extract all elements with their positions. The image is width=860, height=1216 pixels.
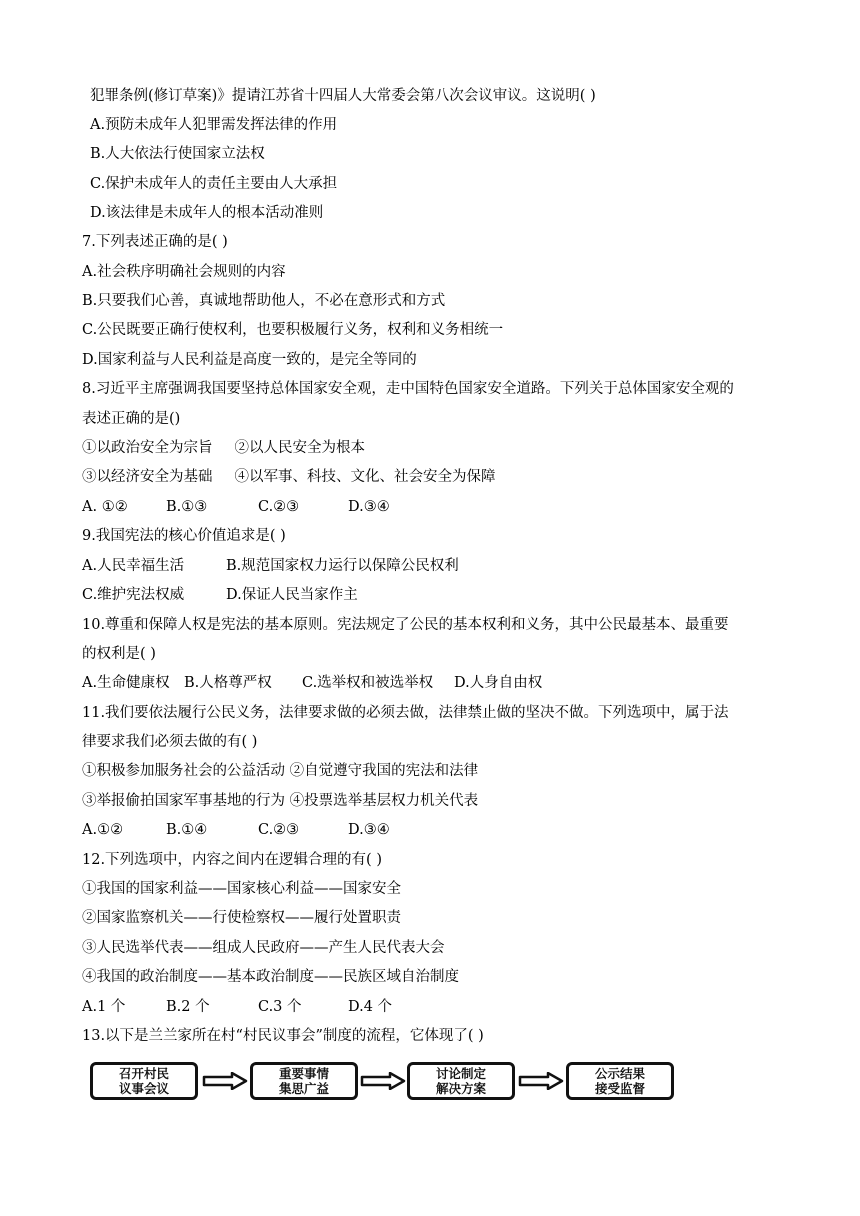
q8-option-a: A. ①② bbox=[82, 499, 128, 515]
q11-stem-line1: 11.我们要依法履行公民义务，法律要求做的必须去做，法律禁止做的坚决不做。下列选项中，属于法 bbox=[82, 705, 729, 721]
q12-statement-3: ③人民选举代表——组成人民政府——产生人民代表大会 bbox=[82, 940, 445, 956]
flow-step-3 bbox=[407, 1062, 515, 1100]
q7-option-a: A.社会秩序明确社会规则的内容 bbox=[82, 264, 286, 280]
flow-step-4-line1: 公示结果 bbox=[594, 1066, 645, 1081]
flow-arrow-2-icon bbox=[360, 1072, 406, 1090]
q6-option-d: D.该法律是未成年人的根本活动准则 bbox=[90, 205, 324, 221]
flow-step-1-line2: 议事会议 bbox=[118, 1081, 169, 1096]
q11-stem-line2: 律要求我们必须去做的有( ) bbox=[82, 734, 258, 750]
q12-statement-2: ②国家监察机关——行使检察权——履行处置职责 bbox=[82, 910, 401, 926]
q10-stem-line1: 10.尊重和保障人权是宪法的基本原则。宪法规定了公民的基本权利和义务，其中公民最基本、最重要 bbox=[82, 617, 729, 633]
q11-statements-row1: ①积极参加服务社会的公益活动 ②自觉遵守我国的宪法和法律 bbox=[82, 763, 479, 779]
flow-step-2-line2: 集思广益 bbox=[278, 1081, 329, 1096]
q6-stem-cont: 犯罪条例(修订草案)》提请江苏省十四届人大常委会第八次会议审议。这说明( ) bbox=[90, 88, 596, 104]
q8-statement-1: ①以政治安全为宗旨 bbox=[82, 440, 213, 456]
q10-stem-line2: 的权利是( ) bbox=[82, 646, 156, 662]
q9-option-a: A.人民幸福生活 bbox=[82, 558, 185, 574]
flow-step-3-line2: 解决方案 bbox=[435, 1081, 486, 1096]
q8-statement-4: ④以军事、科技、文化、社会安全为保障 bbox=[234, 469, 496, 485]
q9-option-d: D.保证人民当家作主 bbox=[226, 587, 358, 603]
q9-stem: 9.我国宪法的核心价值追求是( ) bbox=[82, 528, 286, 544]
q12-stem: 12.下列选项中，内容之间内在逻辑合理的有( ) bbox=[82, 852, 382, 868]
q12-option-c: C.3 个 bbox=[258, 999, 302, 1015]
q8-statement-2: ②以人民安全为根本 bbox=[234, 440, 365, 456]
q7-option-d: D.国家利益与人民利益是高度一致的，是完全等同的 bbox=[82, 352, 417, 368]
q8-stem-line1: 8.习近平主席强调我国要坚持总体国家安全观，走中国特色国家安全道路。下列关于总体国家安全观的 bbox=[82, 381, 734, 397]
flow-arrow-1-icon bbox=[202, 1072, 248, 1090]
flow-step-1-line1: 召开村民 bbox=[118, 1066, 169, 1081]
q12-option-b: B.2 个 bbox=[166, 999, 210, 1015]
q13-stem: 13.以下是兰兰家所在村“村民议事会”制度的流程，它体现了( ) bbox=[82, 1028, 484, 1044]
q8-statements-row1 bbox=[82, 438, 365, 458]
flow-step-2 bbox=[250, 1062, 358, 1100]
q11-option-b: B.①④ bbox=[166, 822, 208, 838]
flow-step-2-line1: 重要事情 bbox=[278, 1066, 329, 1081]
q8-statements-row2 bbox=[82, 467, 496, 487]
q8-option-b: B.①③ bbox=[166, 499, 208, 515]
q8-stem-line2: 表述正确的是() bbox=[82, 411, 181, 427]
flow-step-3-line1: 讨论制定 bbox=[435, 1066, 486, 1081]
q8-statement-3: ③以经济安全为基础 bbox=[82, 469, 213, 485]
q13-flow-diagram bbox=[90, 1058, 680, 1106]
q7-option-c: C.公民既要正确行使权利，也要积极履行义务，权利和义务相统一 bbox=[82, 322, 504, 338]
flow-step-1 bbox=[90, 1062, 198, 1100]
q8-option-c: C.②③ bbox=[258, 499, 300, 515]
q12-option-a: A.1 个 bbox=[82, 999, 126, 1015]
q7-stem: 7.下列表述正确的是( ) bbox=[82, 234, 228, 250]
q6-option-c: C.保护未成年人的责任主要由人大承担 bbox=[90, 176, 338, 192]
flow-step-4 bbox=[566, 1062, 674, 1100]
q12-statement-4: ④我国的政治制度——基本政治制度——民族区域自治制度 bbox=[82, 969, 459, 985]
q9-option-b: B.规范国家权力运行以保障公民权利 bbox=[226, 558, 459, 574]
q10-option-d: D.人身自由权 bbox=[454, 675, 543, 691]
q11-option-d: D.③④ bbox=[348, 822, 390, 838]
q12-statement-1: ①我国的国家利益——国家核心利益——国家安全 bbox=[82, 881, 401, 897]
q12-option-d: D.4 个 bbox=[348, 999, 393, 1015]
q7-option-b: B.只要我们心善，真诚地帮助他人，不必在意形式和方式 bbox=[82, 293, 446, 309]
flow-step-4-line2: 接受监督 bbox=[594, 1081, 645, 1096]
q8-option-d: D.③④ bbox=[348, 499, 390, 515]
q10-option-a: A.生命健康权 bbox=[82, 675, 170, 691]
q11-option-c: C.②③ bbox=[258, 822, 300, 838]
q10-option-c: C.选举权和被选举权 bbox=[302, 675, 434, 691]
q6-option-b: B.人大依法行使国家立法权 bbox=[90, 146, 265, 162]
q10-option-b: B.人格尊严权 bbox=[184, 675, 272, 691]
q9-option-c: C.维护宪法权威 bbox=[82, 587, 185, 603]
q6-option-a: A.预防未成年人犯罪需发挥法律的作用 bbox=[90, 117, 338, 133]
q11-statements-row2: ③举报偷拍国家军事基地的行为 ④投票选举基层权力机关代表 bbox=[82, 793, 479, 809]
flow-arrow-3-icon bbox=[518, 1072, 564, 1090]
q11-option-a: A.①② bbox=[82, 822, 124, 838]
